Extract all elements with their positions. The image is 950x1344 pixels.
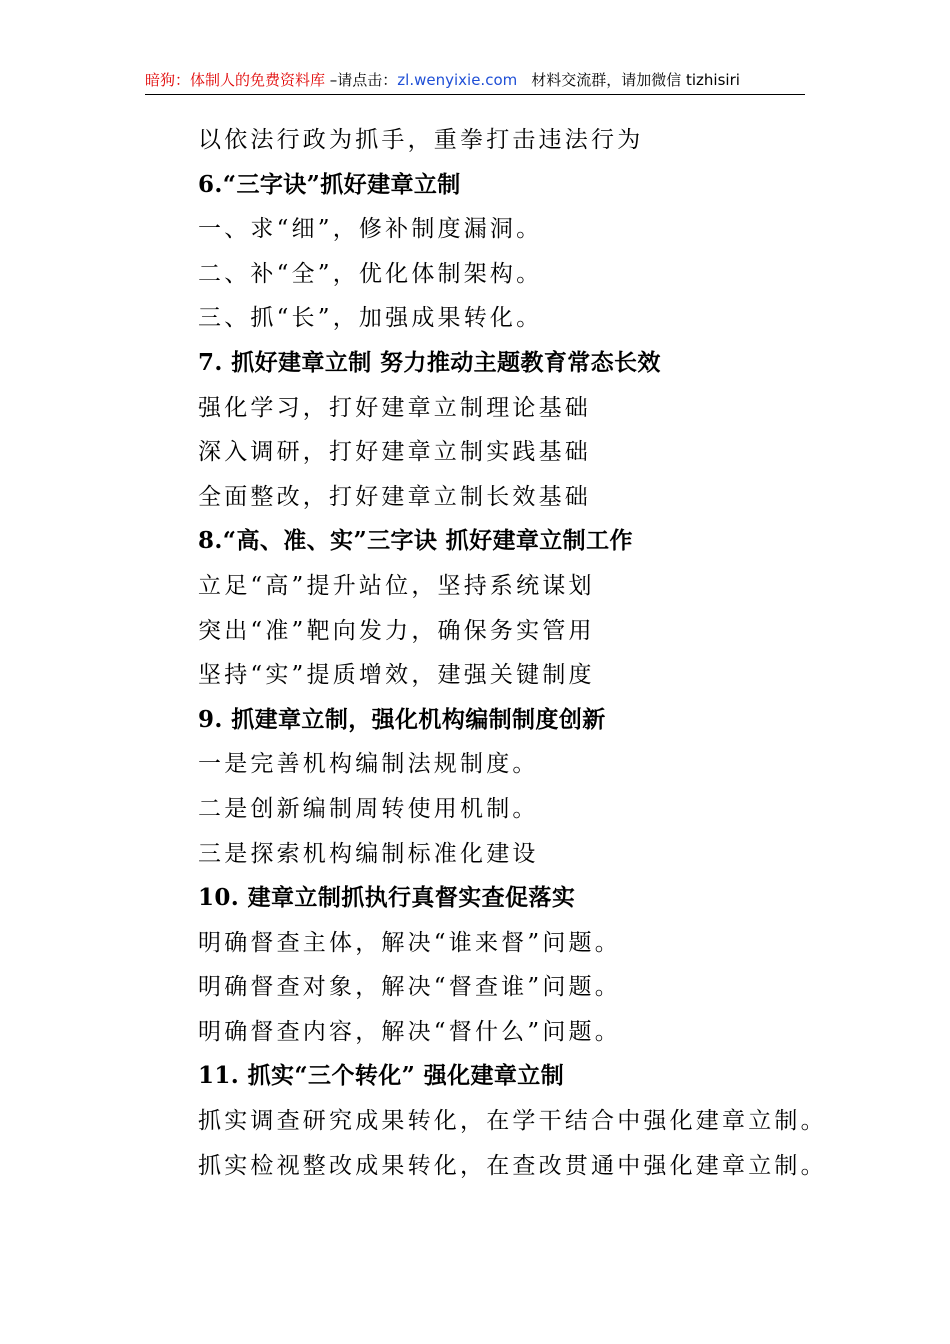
section-heading: 8.“高、准、实”三字诀 抓好建章立制工作: [198, 527, 633, 555]
body-line: 三是探索机构编制标准化建设: [198, 840, 539, 867]
section-heading: 7. 抓好建章立制 努力推动主题教育常态长效: [198, 348, 661, 376]
body-line: 立足“高”提升站位，坚持系统谋划: [198, 572, 595, 599]
header-brand: 暗狗：体制人的免费资料库: [145, 71, 326, 89]
body-line: 全面整改，打好建章立制长效基础: [198, 483, 591, 510]
body-line: 三、抓“长”，加强成果转化。: [198, 305, 543, 332]
body-line: 以依法行政为抓手，重拳打击违法行为: [198, 127, 644, 153]
body-line: 一、求“细”，修补制度漏洞。: [198, 216, 543, 243]
section-heading: 10. 建章立制抓执行真督实查促落实: [198, 884, 576, 912]
page-header: [145, 70, 805, 95]
header-wechat: 材料交流群，请加微信 tizhisiri: [531, 71, 740, 89]
header-separator: –请点击：: [325, 71, 398, 89]
document-body: [198, 118, 827, 1188]
body-line: 明确督查内容，解决“督什么”问题。: [198, 1018, 621, 1045]
header-link[interactable]: zl.wenyixie.com: [397, 71, 518, 89]
body-line: 强化学习，打好建章立制理论基础: [198, 394, 591, 421]
body-line: 一是完善机构编制法规制度。: [198, 751, 539, 778]
section-heading: 9. 抓建章立制，强化机构编制制度创新: [198, 705, 606, 733]
body-line: 二是创新编制周转使用机制。: [198, 795, 539, 822]
section-heading: 11. 抓实“三个转化” 强化建章立制: [198, 1062, 565, 1090]
body-line: 坚持“实”提质增效，建强关键制度: [198, 662, 595, 689]
body-line: 抓实检视整改成果转化，在查改贯通中强化建章立制。: [198, 1152, 827, 1179]
body-line: 抓实调查研究成果转化，在学干结合中强化建章立制。: [198, 1108, 827, 1135]
body-line: 突出“准”靶向发力，确保务实管用: [198, 617, 595, 644]
body-line: 明确督查主体，解决“谁来督”问题。: [198, 929, 621, 956]
section-heading: 6.“三字诀”抓好建章立制: [198, 170, 461, 198]
body-line: 明确督查对象，解决“督查谁”问题。: [198, 974, 621, 1001]
body-line: 深入调研，打好建章立制实践基础: [198, 439, 591, 466]
body-line: 二、补“全”，优化体制架构。: [198, 260, 543, 287]
